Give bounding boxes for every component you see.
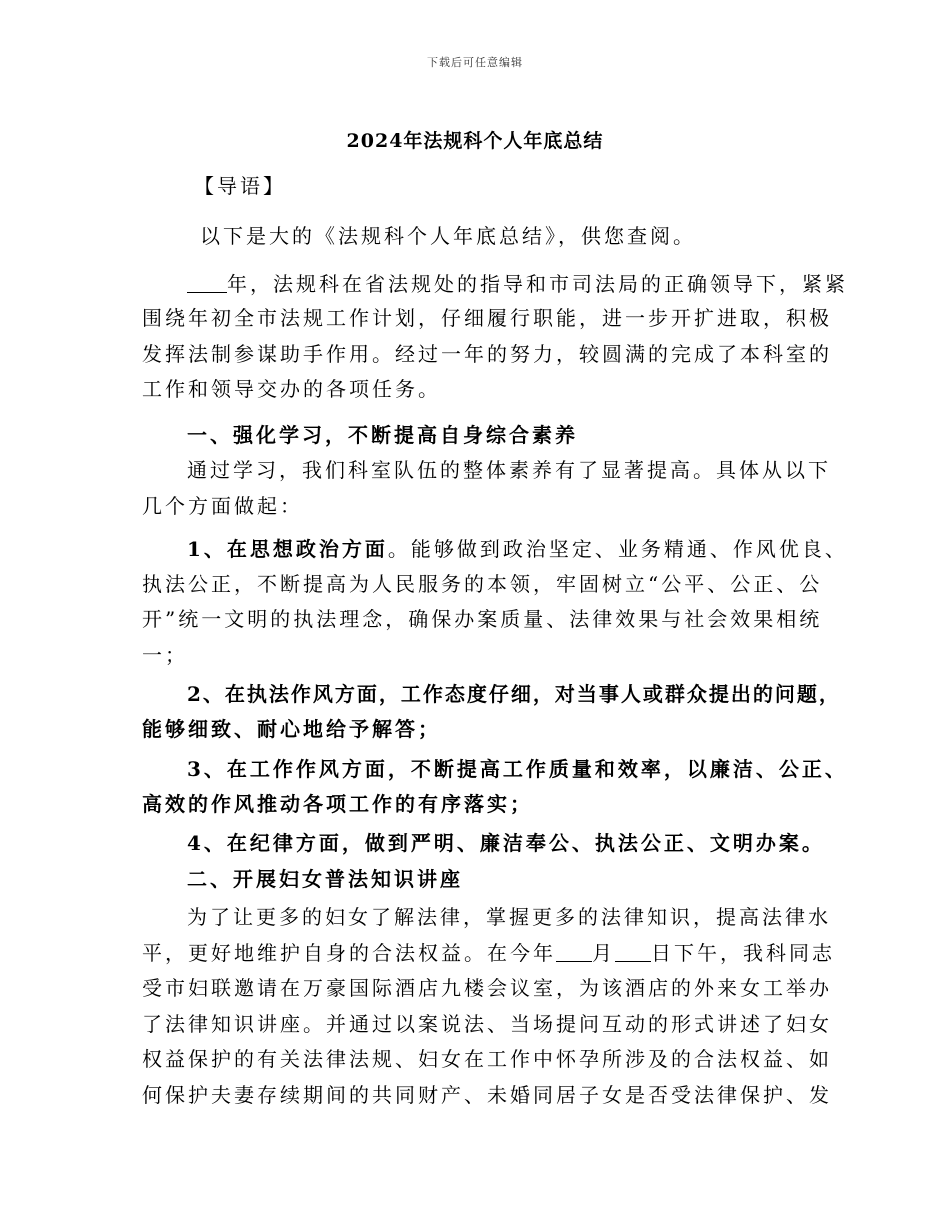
paragraph-line: 权益保护的有关法律法规、妇女在工作中怀孕所涉及的合法权益、如 <box>142 1047 832 1071</box>
paragraph-text: 日下午，我科同志 <box>651 941 835 965</box>
lead-label: 【导语】 <box>194 174 286 198</box>
paragraph-line: 一； <box>142 643 188 667</box>
section-heading: 二、开展妇女普法知识讲座 <box>187 867 463 891</box>
paragraph-line: 执法公正，不断提高为人民服务的本领，牢固树立“公平、公正、公 <box>142 572 823 596</box>
item-lead-bold: 1、在思想政治方面 <box>187 537 388 561</box>
paragraph-line <box>187 270 848 298</box>
paragraph-line: 几个方面做起： <box>142 494 303 518</box>
blank-underline <box>615 941 651 962</box>
list-item: 4、在纪律方面，做到严明、廉洁奉公、执法公正、文明办案。 <box>187 831 825 855</box>
paragraph-line: 通过学习，我们科室队伍的整体素养有了显著提高。具体从以下 <box>187 458 831 482</box>
blank-underline <box>187 272 227 293</box>
paragraph-line: 开”统一文明的执法理念，确保办案质量、法律效果与社会效果相统 <box>142 607 823 631</box>
item-text: 。能够做到政治坚定、业务精通、作风优良、 <box>387 537 848 561</box>
paragraph-line: 围绕年初全市法规工作计划，仔细履行职能，进一步开扩进取，积极 <box>142 306 832 330</box>
list-item <box>187 535 848 563</box>
page-title: 2024年法规科个人年底总结 <box>346 130 604 152</box>
paragraph-line: 了法律知识讲座。并通过以案说法、当场提问互动的形式讲述了妇女 <box>142 1012 832 1036</box>
paragraph-text: 年，法规科在省法规处的指导和市司法局的正确领导下，紧紧 <box>227 272 848 296</box>
paragraph-line: 发挥法制参谋助手作用。经过一年的努力，较圆满的完成了本科室的 <box>142 342 832 366</box>
paragraph-line <box>142 939 835 967</box>
intro-paragraph: 以下是大的《法规科个人年底总结》，供您查阅。 <box>200 224 696 248</box>
paragraph-line: 受市妇联邀请在万豪国际酒店九楼会议室，为该酒店的外来女工举办 <box>142 976 832 1000</box>
section-heading: 一、强化学习，不断提高自身综合素养 <box>187 423 578 447</box>
paragraph-line: 何保护夫妻存续期间的共同财产、未婚同居子女是否受法律保护、发 <box>142 1083 832 1107</box>
paragraph-line: 工作和领导交办的各项任务。 <box>142 377 441 401</box>
paragraph-line: 高效的作风推动各项工作的有序落实； <box>142 792 533 816</box>
list-item: 3、在工作作风方面，不断提高工作质量和效率，以廉洁、公正、 <box>187 757 848 781</box>
header-note: 下载后可任意编辑 <box>427 56 523 69</box>
paragraph-line: 为了让更多的妇女了解法律，掌握更多的法律知识，提高法律水 <box>187 905 831 929</box>
paragraph-text: 月 <box>592 941 615 965</box>
blank-underline <box>556 941 592 962</box>
paragraph-text: 平，更好地维护自身的合法权益。在今年 <box>142 941 556 965</box>
list-item: 2、在执法作风方面，工作态度仔细，对当事人或群众提出的问题， <box>187 682 841 706</box>
paragraph-line: 能够细致、耐心地给予解答； <box>142 717 441 741</box>
